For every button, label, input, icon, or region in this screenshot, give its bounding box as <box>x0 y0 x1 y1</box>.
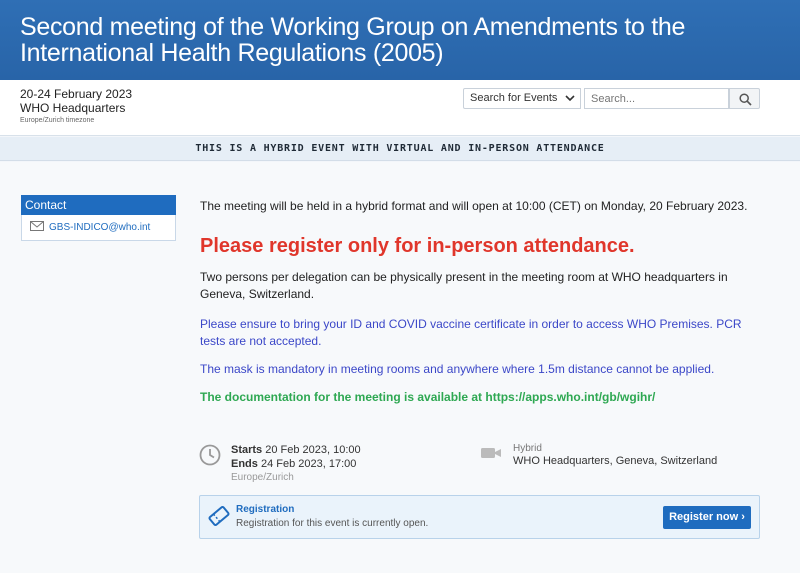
envelope-icon <box>30 221 44 234</box>
event-dates: 20-24 February 2023 <box>20 87 133 101</box>
contact-email-link[interactable] <box>30 221 150 234</box>
ends-label: Ends <box>231 458 258 470</box>
register-now-button[interactable] <box>663 506 751 529</box>
id-covid-paragraph: Please ensure to bring your ID and COVID vaccine certificate in order to access WHO Premises. PCR tests are not accepted. <box>200 317 742 348</box>
search-input[interactable] <box>584 88 729 109</box>
contact-email-text: GBS-INDICO@who.int <box>49 222 151 234</box>
register-warning: Please register only for in-person attendance. <box>200 235 635 257</box>
clock-icon <box>199 444 221 471</box>
search-scope-label: Search for Events <box>470 92 558 104</box>
event-timezone: Europe/Zurich timezone <box>20 117 95 124</box>
event-venue: WHO Headquarters <box>20 101 126 115</box>
intro-paragraph: The meeting will be held in a hybrid format and will open at 10:00 (CET) on Monday, 20 February 2023. <box>200 199 748 213</box>
registration-title: Registration <box>236 504 295 515</box>
ticket-icon <box>207 505 231 532</box>
search-scope-select[interactable] <box>463 88 581 109</box>
start-datetime <box>231 443 361 457</box>
documentation-paragraph: The documentation for the meeting is available at https://apps.who.int/gb/wgihr/ <box>200 390 656 404</box>
ends-value: 24 Feb 2023, 17:00 <box>260 458 357 470</box>
registration-status: Registration for this event is currently open. <box>236 518 429 529</box>
mask-paragraph: The mask is mandatory in meeting rooms and anywhere where 1.5m distance cannot be applied. <box>200 362 715 376</box>
location-address: WHO Headquarters, Geneva, Switzerland <box>513 455 718 467</box>
starts-value: 20 Feb 2023, 10:00 <box>265 444 361 456</box>
hybrid-event-banner: THIS IS A HYBRID EVENT WITH VIRTUAL AND IN-PERSON ATTENDANCE <box>0 137 800 161</box>
search-button[interactable] <box>729 88 760 109</box>
event-header <box>0 0 800 80</box>
starts-label: Starts <box>231 444 263 456</box>
end-datetime <box>231 457 356 471</box>
chevron-right-icon: › <box>741 511 745 523</box>
schedule-timezone: Europe/Zurich <box>231 472 294 483</box>
video-camera-icon <box>480 446 502 465</box>
register-now-label: Register now <box>669 511 739 523</box>
event-title: Second meeting of the Working Group on Amendments to the International Health Regulations (2005) <box>20 13 686 67</box>
chevron-down-icon <box>565 91 575 108</box>
search-icon <box>739 93 752 106</box>
delegation-paragraph: Two persons per delegation can be physically present in the meeting room at WHO headquarters in Geneva, Switzerland. <box>200 270 728 301</box>
contact-header: Contact <box>21 195 176 215</box>
location-mode: Hybrid <box>513 443 542 454</box>
